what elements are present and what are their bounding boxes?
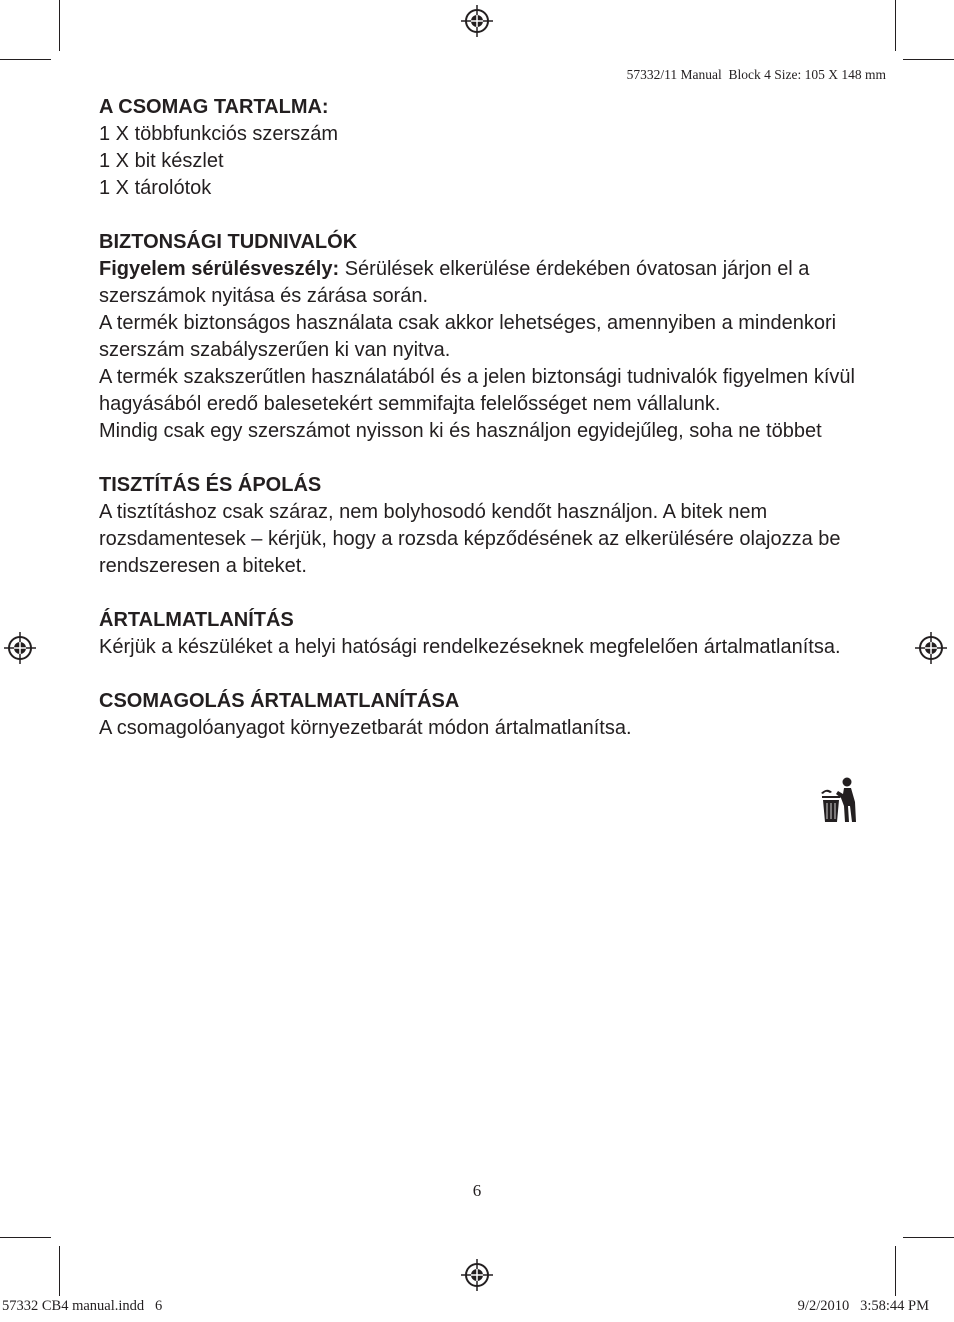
warning-paragraph (99, 256, 869, 310)
crop-mark (0, 59, 51, 60)
list-item: 1 X bit készlet (99, 150, 224, 172)
section-packaging-disposal (99, 688, 869, 742)
list-item: 1 X tárolótok (99, 177, 212, 199)
section-heading: A CSOMAG TARTALMA: (99, 96, 329, 118)
manual-content (99, 94, 869, 769)
warning-label: Figyelem sérülésveszély: (99, 258, 340, 280)
crop-mark (0, 1237, 51, 1238)
paragraph: A termék biztonságos használata csak akkor lehetséges, amennyiben a mindenkori szerszám szabályszerűen ki van nyitva. (99, 312, 837, 361)
crop-mark (903, 1237, 954, 1238)
crop-mark (895, 0, 896, 51)
registration-mark-icon (914, 631, 948, 665)
recycle-bin-person-icon (818, 776, 858, 824)
section-package-contents (99, 94, 869, 202)
paragraph: Mindig csak egy szerszámot nyisson ki és használjon egyidejűleg, soha ne többet (99, 420, 822, 442)
footer-file-info: 57332 CB4 manual.indd 6 (2, 1298, 163, 1314)
section-cleaning (99, 472, 869, 580)
footer-timestamp: 9/2/2010 3:58:44 PM (797, 1298, 929, 1314)
page-number: 6 (472, 1181, 482, 1200)
registration-mark-icon (3, 631, 37, 665)
crop-mark (903, 59, 954, 60)
section-heading: CSOMAGOLÁS ÁRTALMATLANÍTÁSA (99, 690, 460, 712)
crop-mark (59, 1246, 60, 1296)
crop-mark (895, 1246, 896, 1296)
paragraph: A csomagolóanyagot környezetbarát módon ártalmatlanítsa. (99, 717, 632, 739)
section-heading: ÁRTALMATLANÍTÁS (99, 609, 294, 631)
section-heading: BIZTONSÁGI TUDNIVALÓK (99, 231, 358, 253)
list-item: 1 X többfunkciós szerszám (99, 123, 338, 145)
paragraph: A termék szakszerűtlen használatából és a jelen biztonsági tudnivalók figyelmen kívül hagyásából eredő balesetekért semmifajta felelősséget nem vállalunk. (99, 366, 855, 415)
section-safety (99, 229, 869, 445)
crop-mark (59, 0, 60, 51)
document-info-header: 57332/11 Manual Block 4 Size: 105 X 148 mm (626, 67, 886, 82)
section-disposal (99, 607, 869, 661)
registration-mark-icon (460, 1258, 494, 1292)
section-heading: TISZTÍTÁS ÉS ÁPOLÁS (99, 474, 322, 496)
registration-mark-icon (460, 4, 494, 38)
warning-text: Sérülések elkerülése érdekében óvatosan járjon el a szerszámok nyitása és zárása során. (99, 258, 810, 307)
paragraph: A tisztításhoz csak száraz, nem bolyhosodó kendőt használjon. A bitek nem rozsdamentesek – kérjük, hogy a rozsda képződésének az elkerülésére olajozza be rendszeresen a biteket. (99, 501, 841, 577)
paragraph: Kérjük a készüléket a helyi hatósági rendelkezéseknek megfelelően ártalmatlanítsa. (99, 636, 841, 658)
